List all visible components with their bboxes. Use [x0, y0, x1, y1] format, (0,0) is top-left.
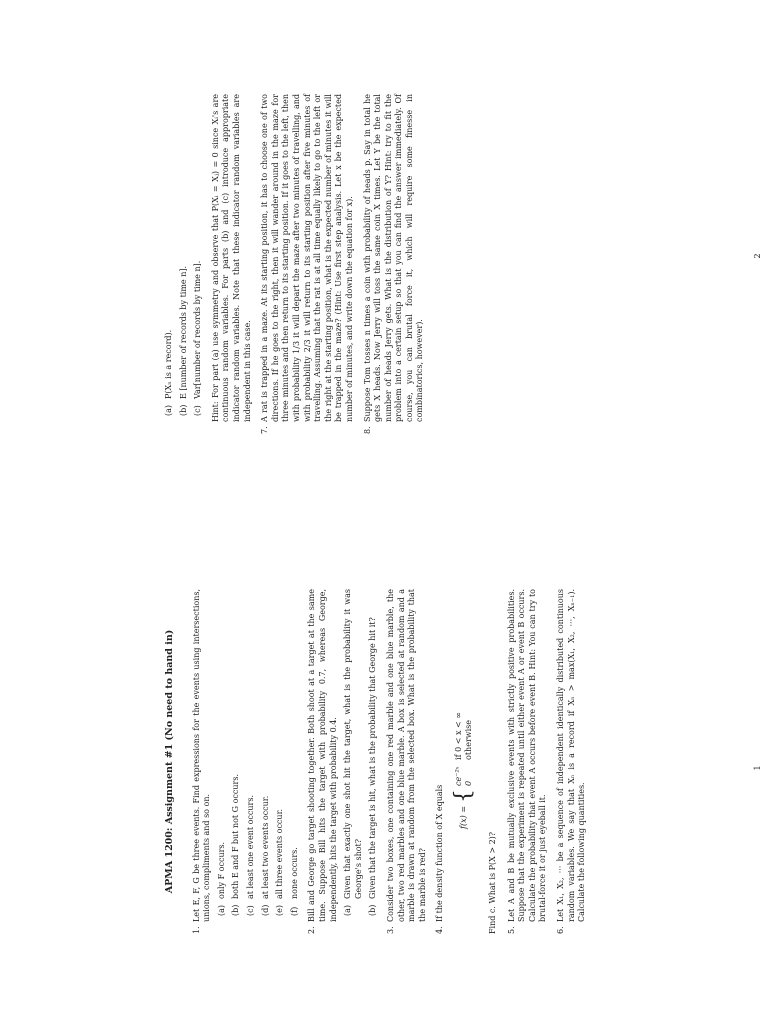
question-number: 4.: [435, 926, 445, 934]
sub-text: only F occurs.: [216, 841, 226, 899]
question-4: [435, 589, 483, 934]
question-number: 5.: [506, 926, 516, 934]
sub-label: (a): [343, 904, 353, 916]
sub-text: Var[number of records by time n].: [193, 260, 203, 399]
sub-label: (b): [178, 404, 188, 416]
question-2: [307, 589, 379, 934]
case-value: 0: [464, 780, 474, 786]
question-6-hint: Hint: For part (a) use symmetry and observe that P(Xᵢ = Xⱼ) = 0 since Xᵢ's are continuous random variables. For parts (b) and (c) introduce appropriate indicator random variables. Note that these indicator random variables are independent in this case.: [210, 94, 252, 422]
question-text: Let X₁, X₂, ··· be a sequence of independent identically distributed continuous random variables. We say that Xₙ is a record if Xₙ > max(X₁, X₂, ···, Xₙ₋₁). Calculate the following quantities.: [556, 589, 587, 922]
question-text: A rat is trapped in a maze. At its starting position, it has to choose one of two directions. If he goes to the right, then it will wander around in the maze for three minutes and then return to its starting position. If it goes to the left, then with probability 1/3 it will depart the maze after two minutes of travelling, and with probability 2/3 it will return to its starting position after five minutes of travelling. Assuming that the rat is at all time equally likely to go to the left or the right at the starting position, what is the expected number of minutes it will be trapped in the maze? (Hint: Use first step analysis. Let x be the expected number of minutes, and write down the equation for x).: [260, 94, 354, 422]
page-number: 2: [753, 253, 762, 259]
question-number: 2.: [307, 926, 317, 934]
sub-question: [193, 94, 204, 422]
question-6-continued: [164, 94, 204, 434]
case-condition: if 0 < x < ∞: [453, 712, 463, 760]
sub-text: none occurs.: [289, 847, 299, 899]
page-number: 1: [753, 765, 762, 771]
sub-question: [246, 589, 257, 922]
sub-label: (b): [231, 904, 241, 916]
question-text: Let A and B be mutually exclusive events with strictly positive probabilities. Suppose that the experiment is repeated until either event A or event B occurs. Calculate the probability that event A occurs before event B. Hint: You can try to brutal-force it or just eyeball it.: [506, 589, 548, 922]
sub-label: (b): [368, 904, 378, 916]
sub-text: Given that exactly one shot hit the target, what is the probability it was George's shot?: [343, 589, 363, 899]
sub-question: [368, 589, 379, 922]
question-number: 8.: [362, 426, 372, 434]
question-text: Bill and George go target shooting together. Both shoot at a target at the same time. Suppose Bill hits the target with probability 0.7, whereas George, independently, hits the target with probability 0.4.: [307, 589, 338, 922]
formula-cases: [454, 712, 475, 786]
question-6: [556, 589, 588, 934]
question-number: 6.: [556, 926, 566, 934]
sub-label: (d): [260, 904, 270, 916]
sub-label: (a): [164, 404, 173, 416]
question-8: [363, 94, 427, 434]
question-number: 3.: [385, 926, 395, 934]
page-2-column: [160, 94, 433, 434]
sub-label: (f): [289, 906, 299, 916]
question-3: [386, 589, 428, 934]
sub-text: P(Xₙ is a record).: [164, 329, 173, 399]
formula-lhs: f(x) =: [459, 805, 469, 829]
sub-text: all three events occur.: [275, 808, 285, 899]
sub-question: [275, 589, 286, 922]
sub-question: [164, 94, 175, 422]
sub-label: (c): [193, 405, 203, 416]
question-number: 7.: [260, 426, 270, 434]
question-number: 1.: [191, 926, 201, 934]
sub-label: (e): [275, 905, 285, 916]
brace-glyph: {: [451, 788, 477, 803]
sub-question: [290, 589, 301, 922]
question-4-followup: Find c. What is P(X > 2)?: [488, 831, 498, 934]
sub-question: [261, 589, 272, 922]
sub-text: at least two events occur.: [260, 795, 270, 899]
density-formula: [451, 589, 477, 952]
sub-text: E [number of records by time n].: [178, 265, 188, 399]
formula-case: [464, 712, 475, 786]
question-text: If the density function of X equals: [435, 784, 445, 922]
sub-text: both E and F but not G occurs.: [231, 773, 241, 899]
question-text: Suppose Tom tosses n times a coin with probability of heads p. Say in total he gets X heads. Now Jerry will toss the same coin X times. Let Y be the total number of heads Jerry gets. What is the distribution of Y? Hint: try to fit the problem into a certain setup so that you can find the answer immediately. Of course, you can brutal force it, which will require some finesse in combinatorics, however).: [362, 94, 425, 422]
sub-text: at least one event occurs.: [245, 795, 255, 899]
sub-label: (a): [216, 904, 226, 916]
question-5: [507, 589, 549, 934]
sub-question: [179, 94, 190, 422]
sub-text: Given that the target is hit, what is the probability that George hit it?: [368, 617, 378, 899]
question-text: Consider two boxes, one containing one red marble and one blue marble, the other, two red marbles and one blue marble. A box is selected at random and a marble is drawn at random from the selected box. What is the probability that the marble is red?: [385, 589, 427, 922]
case-value: ce⁻²ˣ: [453, 766, 463, 786]
question-7: [260, 94, 355, 434]
page-1: [0, 512, 768, 1024]
question-1: [192, 589, 301, 934]
sub-question: [343, 589, 364, 922]
question-text: Let E, F, G be three events. Find expressions for the events using intersections, unions, compliments and so on.: [191, 589, 212, 922]
formula-case: [454, 712, 465, 786]
page-1-column: [165, 589, 595, 934]
sub-question: [231, 589, 242, 922]
sub-question: [217, 589, 228, 922]
assignment-title: APMA 1200: Assignment #1 (No need to hand in): [164, 629, 175, 894]
case-condition: otherwise: [464, 719, 474, 760]
sub-label: (c): [245, 905, 255, 916]
